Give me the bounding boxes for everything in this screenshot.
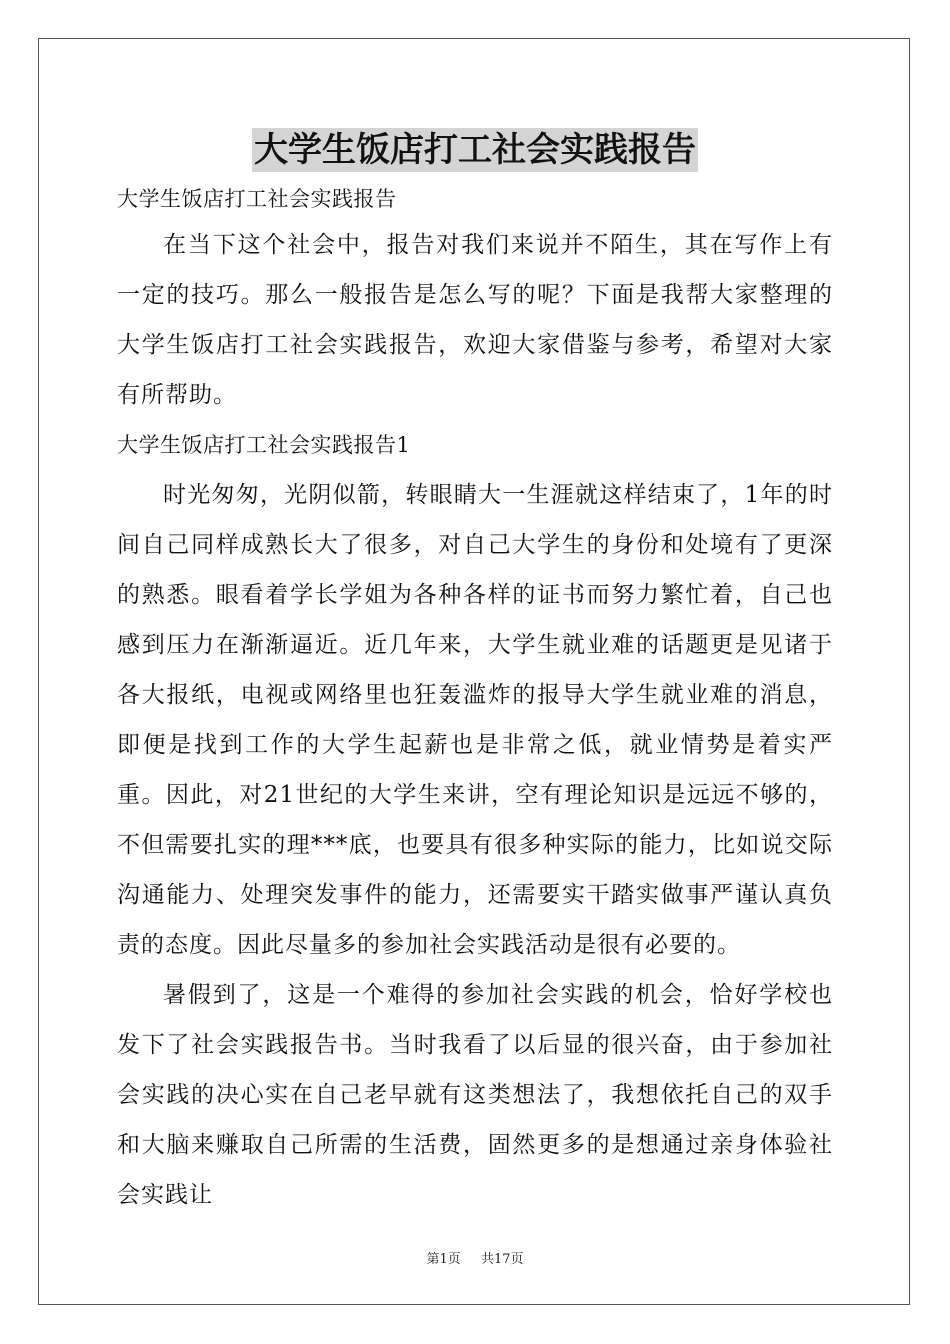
intro-paragraph: 在当下这个社会中，报告对我们来说并不陌生，其在写作上有一定的技巧。那么一般报告是怎么写的呢？下面是我帮大家整理的大学生饭店打工社会实践报告，欢迎大家借鉴与参考，希望对大家有所帮助。	[117, 232, 833, 408]
body-paragraph-1: 时光匆匆，光阴似箭，转眼睛大一生涯就这样结束了，1年的时间自己同样成熟长大了很多，对自己大学生的身份和处境有了更深的熟悉。眼看着学长学姐为各种各样的证书而努力繁忙着，自己也感到压力在渐渐逼近。近几年来，大学生就业难的话题更是见诸于各大报纸，电视或网络里也狂轰滥炸的报导大学生就业难的消息，即便是找到工作的大学生起薪也是非常之低，就业情势是着实严重。因此，对21世纪的大学生来讲，空有理论知识是远远不够的，不但需要扎实的理***底，也要具有很多种实际的能力，比如说交际沟通能力、处理突发事件的能力，还需要实干踏实做事严谨认真负责的态度。因此尽量多的参加社会实践活动是很有必要的。	[117, 482, 833, 958]
title-container	[0, 128, 950, 172]
document-subtitle: 大学生饭店打工社会实践报告	[117, 187, 397, 211]
body-paragraph-2: 暑假到了，这是一个难得的参加社会实践的机会，恰好学校也发下了社会实践报告书。当时我看了以后显的很兴奋，由于参加社会实践的决心实在自己老早就有这类想法了，我想依托自己的双手和大脑来赚取自己所需的生活费，固然更多的是想通过亲身体验社会实践让	[117, 982, 833, 1208]
section-heading: 大学生饭店打工社会实践报告1	[117, 433, 411, 457]
document-body	[117, 178, 833, 1220]
page-number: 第1页	[426, 1252, 461, 1267]
page-footer	[0, 1248, 950, 1267]
page-total: 共17页	[480, 1252, 524, 1267]
document-title: 大学生饭店打工社会实践报告	[254, 130, 696, 170]
